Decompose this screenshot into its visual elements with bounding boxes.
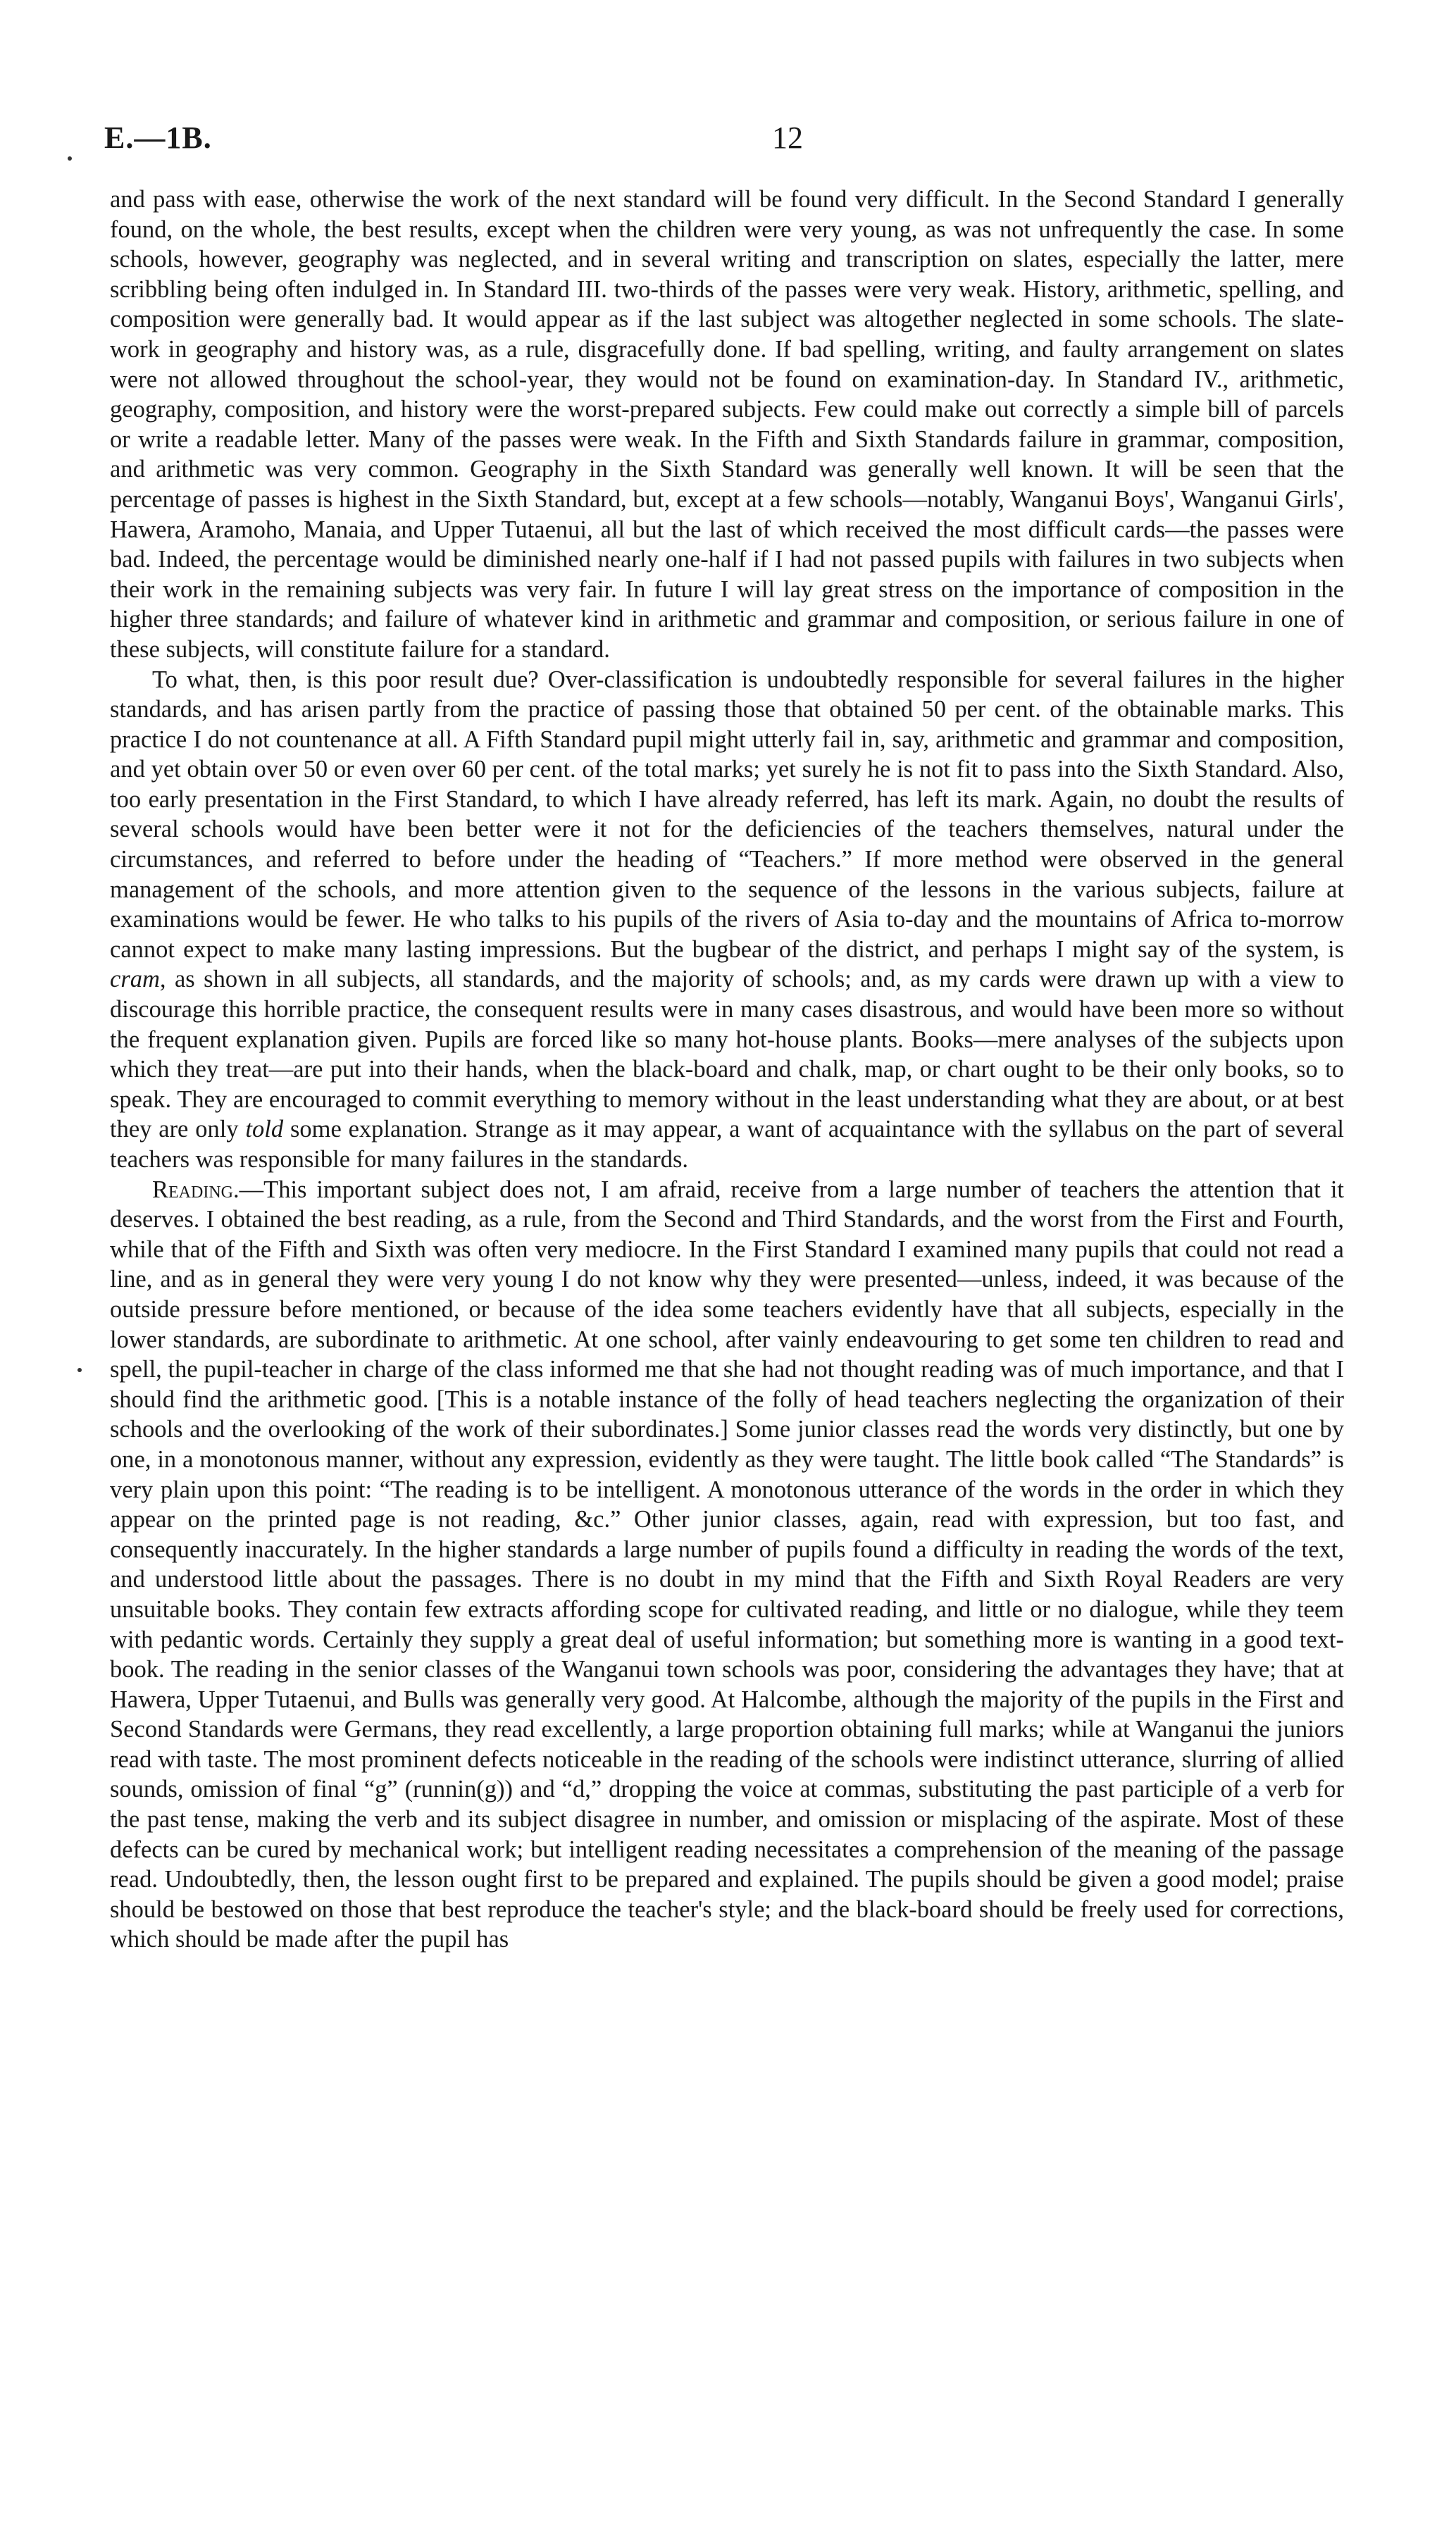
paragraph-text: as shown in all subjects, all standards, and the majority of schools; and, as my cards were drawn up with a view to discourage this horrible practice, the consequent results were in many cases disastrous, and would have been more so without the frequent explanation given. Pupils are forced like so many hot-house plants. Books—mere analyses of the subjects upon which they treat—are put into their hands, when the black-board and chalk, map, or chart ought to be their only books, so to speak. They are encouraged to commit everything to memory without in the least understanding what they are about, or at best they are only [110,966,1344,1143]
paragraph-reading [110,1175,1344,1955]
paragraph-continuation [110,185,1344,665]
document-reference: E.—1B. [104,120,212,155]
paragraph-text: some explanation. Strange as it may appear, a want of acquaintance with the syllabus on the part of several teachers was responsible for many failures in the standards. [110,1116,1344,1173]
page-number: 12 [772,120,803,155]
body-text [110,185,1344,1955]
paragraph-text: and pass with ease, otherwise the work of the next standard will be found very difficult. In the Second Standard I generally found, on the whole, the best results, except when the children were very young, as was not unfrequently the case. In some schools, however, geography was neglected, and in several writing and transcription on slates, especially the latter, mere scribbling being often indulged in. In Standard III. two-thirds of the passes were very weak. History, arithmetic, spelling, and composition were generally bad. It would appear as if the last subject was altogether neglected in some schools. The slate-work in geography and history was, as a rule, disgracefully done. If bad spelling, writing, and faulty arrangement on slates were not allowed throughout the school-year, they would not be found on examination-day. In Standard IV., arithmetic, geography, composition, and history were the worst-prepared subjects. Few could make out correctly a simple bill of parcels or write a readable letter. Many of the passes were weak. In the Fifth and Sixth Standards failure in grammar, composition, and arithmetic was very common. Geography in the Sixth Standard was generally well known. It will be seen that the percentage of passes is highest in the Sixth Standard, but, except at a few schools—notably, Wanganui Boys', Wanganui Girls', Hawera, Aramoho, Manaia, and Upper Tutaenui, all but the last of which received the most difficult cards—the passes were bad. Indeed, the percentage would be diminished nearly one-half if I had not passed pupils with failures in two subjects when their work in the remaining subjects was very fair. In future I will lay great stress on the importance of composition in the higher three standards; and failure of whatever kind in arithmetic and grammar and composition, or serious failure in one of these subjects, will constitute failure for a standard. [110,186,1344,663]
margin-speck [68,156,72,161]
paragraph-poor-result [110,665,1344,1175]
section-heading-reading: Reading. [152,1176,239,1203]
emphasis-told: told [245,1116,284,1143]
margin-speck [77,1368,82,1372]
emphasis-cram: cram, [110,966,166,993]
paragraph-text: —This important subject does not, I am afraid, receive from a large number of teachers the attention that it deserves. I obtained the best reading, as a rule, from the Second and Third Standards, and the worst from the First and Fourth, while that of the Fifth and Sixth was often very mediocre. In the First Standard I examined many pupils that could not read a line, and as in general they were very young I do not know why they were presented—unless, indeed, it was because of the outside pressure before mentioned, or because of the idea some teachers evidently have that all subjects, especially in the lower standards, are subordinate to arithmetic. At one school, after vainly endeavouring to get some ten children to read and spell, the pupil-teacher in charge of the class informed me that she had not thought reading was of much importance, and that I should find the arithmetic good. [This is a notable instance of the folly of head teachers neglecting the organization of their schools and the overlooking of the work of their subordinates.] Some junior classes read the words very distinctly, but one by one, in a monotonous manner, without any expression, evidently as they were taught. The little book called “The Standards” is very plain upon this point: “The reading is to be intelligent. A monotonous utterance of the words in the order in which they appear on the printed page is not reading, &c.” Other junior classes, again, read with expression, but too fast, and consequently inaccurately. In the higher standards a large number of pupils found a difficulty in reading the words of the text, and understood little about the passages. There is no doubt in my mind that the Fifth and Sixth Royal Readers are very unsuitable books. They contain few extracts affording scope for cultivated reading, and little or no dialogue, while they teem with pedantic words. Certainly they supply a great deal of useful information; but something more is wanting in a good text-book. The reading in the senior classes of the Wanganui town schools was poor, considering the advantages they have; that at Hawera, Upper Tutaenui, and Bulls was generally very good. At Halcombe, although the majority of the pupils in the First and Second Standards were Germans, they read excellently, a large proportion obtaining full marks; while at Wanganui the juniors read with taste. The most prominent defects noticeable in the reading of the schools were indistinct utterance, slurring of allied sounds, omission of final “g” (runnin(g)) and “d,” dropping the voice at commas, substituting the past participle of a verb for the past tense, making the verb and its subject disagree in number, and omission or misplacing of the aspirate. Most of these defects can be cured by mechanical work; but intelligent reading necessitates a comprehension of the meaning of the passage read. Undoubtedly, then, the lesson ought first to be prepared and explained. The pupils should be given a good model; praise should be bestowed on those that best reproduce the teacher's style; and the black-board should be freely used for corrections, which should be made after the pupil has [110,1176,1344,1953]
paragraph-text: To what, then, is this poor result due? Over-classification is undoubtedly responsible for several failures in the higher standards, and has arisen partly from the practice of passing those that obtained 50 per cent. of the obtainable marks. This practice I do not countenance at all. A Fifth Standard pupil might utterly fail in, say, arithmetic and grammar and composition, and yet obtain over 50 or even over 60 per cent. of the total marks; yet surely he is not fit to pass into the Sixth Standard. Also, too early presentation in the First Standard, to which I have already referred, has left its mark. Again, no doubt the results of several schools would have been better were it not for the deficiencies of the teachers themselves, natural under the circumstances, and referred to before under the heading of “Teachers.” If more method were observed in the general management of the schools, and more attention given to the sequence of the lessons in the various subjects, failure at examinations would be fewer. He who talks to his pupils of the rivers of Asia to-day and the mountains of Africa to-morrow cannot expect to make many lasting impressions. But the bugbear of the district, and perhaps I might say of the system, is [110,666,1344,963]
page-header [104,120,1344,162]
